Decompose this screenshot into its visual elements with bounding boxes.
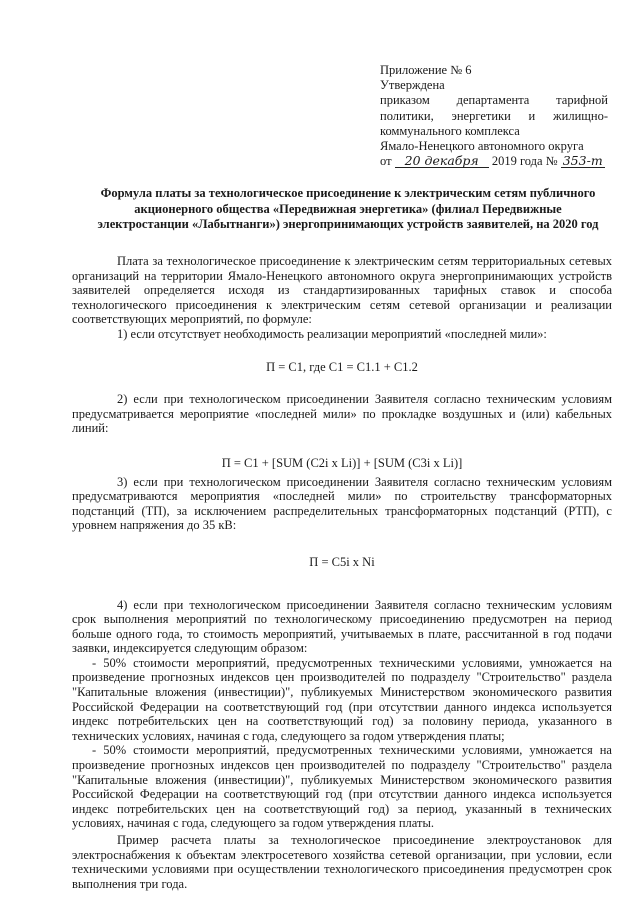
approval-complex-line: коммунального комплекса: [380, 123, 520, 138]
indexation-item-1: - 50% стоимости мероприятий, предусмотренных техническими условиями, умножается на произведение прогнозных индексов цен производителей по подразделу "Строительство" раздела "Капитальные вложения (инвестиции)", публикуемых Министерством экономического развития Российской Федерации на соответствующий год (при отсутствии данного индекса используется индекс потребительских цен на соответствующий год) за половину периода, указанного в технических условиях, начиная с года, следующего за годом утверждения платы;: [72, 655, 612, 743]
approval-block: [380, 63, 608, 169]
document-title: Формула платы за технологическое присоединение к электрическим сетям публичного акционерного общества «Передвижная энергетика» (филиал Передвижные электростанции «Лабытнанги») энергопринимающих устройств заявителей, на 2020 год: [97, 186, 599, 231]
approval-date-line: [380, 154, 608, 169]
approval-region-line: Ямало-Ненецкого автономного округа: [380, 139, 584, 154]
indexation-item-2: - 50% стоимости мероприятий, предусмотренных техническими условиями, умножается на произведение прогнозных индексов цен производителей по подразделу "Строительство" раздела "Капитальные вложения (инвестиции)", публикуемых Министерством экономического развития Российской Федерации на соответствующий год (при отсутствии данного индекса используется индекс потребительских цен на соответствующий год) за период, указанный в технических условиях, начиная с года, следующего за годом утверждения платы.: [72, 743, 612, 831]
approved-label: Утверждена: [380, 78, 445, 93]
approval-department-line: политики, энергетики и жилищно-: [380, 108, 608, 123]
formula-2: П = С1 + [SUM (С2i х Li)] + [SUM (С3i х Li)]: [221, 455, 463, 470]
case-3-paragraph: 3) если при технологическом присоединении Заявителя согласно техническим условиям предусматриваются мероприятия «последней мили» по строительству трансформаторных подстанций (ТП), за исключением распределительных трансформаторных подстанций (РТП), с уровнем напряжения до 35 кВ:: [72, 474, 612, 533]
case-2-paragraph: 2) если при технологическом присоединении Заявителя согласно техническим условиям предусматривается мероприятие «последней мили» по прокладке воздушных и (или) кабельных линий:: [72, 392, 612, 436]
example-paragraph: Пример расчета платы за технологическое присоединение электроустановок для электроснабжения к объектам электросетевого хозяйства сетевой организации, при условии, если техническими условиями при осуществлении технологического присоединения предусмотрен срок выполнения три года.: [72, 833, 612, 891]
approval-order-line: приказом департамента тарифной: [380, 93, 608, 108]
date-prefix: от: [380, 154, 392, 169]
document-body: [72, 254, 612, 891]
formula-1: П = С1, где С1 = С1.1 + С1.2: [266, 359, 418, 374]
handwritten-date: 20 декабря: [395, 155, 489, 168]
handwritten-order-number: 353-т: [561, 155, 605, 168]
year-label: 2019 года №: [491, 154, 558, 169]
appendix-number: Приложение № 6: [380, 63, 472, 77]
case-1-paragraph: 1) если отсутствует необходимость реализации мероприятий «последней мили»:: [117, 326, 547, 341]
intro-paragraph: Плата за технологическое присоединение к электрическим сетям территориальных сетевых организаций на территории Ямало-Ненецкого автономного округа энергопринимающих устройств заявителей определяется исходя из стандартизированных тарифных ставок и способа технологического присоединения к электрическим сетям сетевой организации и реализации соответствующих мероприятий, по формуле:: [72, 254, 612, 327]
formula-3: П = С5i х Ni: [309, 554, 375, 569]
case-4-paragraph: 4) если при технологическом присоединении Заявителя согласно техническим условиям срок выполнения мероприятий по технологическому присоединению предусмотрен на период больше одного года, то стоимость мероприятий, учитываемых в плате, рассчитанной в год подачи заявки, индексируется следующим образом:: [72, 597, 612, 656]
